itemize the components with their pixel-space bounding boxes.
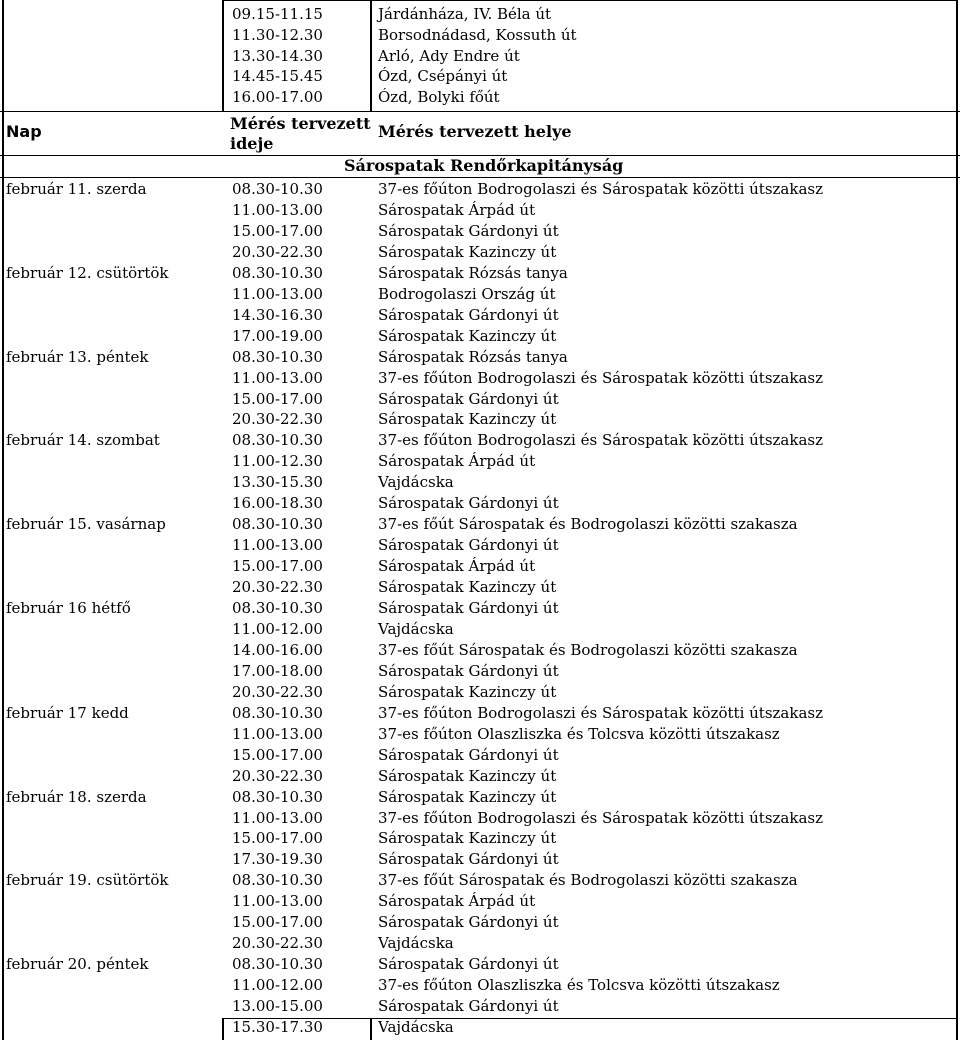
- table-row: [0, 870, 960, 891]
- day-cell: február 13. péntek: [6, 347, 149, 366]
- place-cell: Vajdácska: [378, 619, 454, 638]
- place-cell: Sárospatak Árpád út: [378, 892, 536, 911]
- time-cell: 08.30-10.30: [232, 787, 323, 806]
- day-cell: február 17 kedd: [6, 703, 129, 722]
- time-cell: 15.00-17.00: [232, 389, 323, 408]
- time-cell: 13.30-14.30: [232, 46, 323, 65]
- time-cell: 15.00-17.00: [232, 913, 323, 932]
- place-cell: Vajdácska: [378, 934, 454, 953]
- place-cell: Sárospatak Gárdonyi út: [378, 305, 559, 324]
- table-row: [0, 703, 960, 724]
- place-cell: Sárospatak Gárdonyi út: [378, 913, 559, 932]
- time-cell: 11.00-12.00: [232, 619, 323, 638]
- time-cell: 13.30-15.30: [232, 473, 323, 492]
- time-cell: 20.30-22.30: [232, 242, 323, 261]
- table-row: [0, 4, 960, 25]
- place-cell: 37-es főúton Bodrogolaszi és Sárospatak közötti útszakasz: [378, 431, 823, 450]
- section-title: Sárospatak Rendőrkapitányság: [344, 156, 624, 175]
- time-cell: 11.00-13.00: [232, 368, 323, 387]
- day-cell: február 20. péntek: [6, 955, 149, 974]
- day-cell: február 11. szerda: [6, 180, 147, 198]
- table-row: [0, 766, 960, 787]
- table-row: [0, 87, 960, 108]
- table-row: [0, 535, 960, 556]
- place-cell: Sárospatak Gárdonyi út: [378, 745, 559, 764]
- time-cell: 14.30-16.30: [232, 305, 323, 324]
- time-cell: 14.00-16.00: [232, 640, 323, 659]
- place-cell: Arló, Ady Endre út: [378, 46, 520, 65]
- table-row: [0, 828, 960, 849]
- table-row: [0, 514, 960, 535]
- time-cell: 15.00-17.00: [232, 829, 323, 848]
- time-cell: 20.30-22.30: [232, 410, 323, 429]
- table-row: [0, 724, 960, 745]
- time-cell: 08.30-10.30: [232, 263, 323, 282]
- day-cell: február 16 hétfő: [6, 599, 131, 617]
- table-row: [0, 933, 960, 954]
- table-row: [0, 46, 960, 67]
- table-row: [0, 389, 960, 410]
- table-row: [0, 179, 960, 200]
- place-cell: Sárospatak Kazinczy út: [378, 242, 557, 261]
- place-cell: Sárospatak Rózsás tanya: [378, 347, 568, 366]
- time-cell: 14.45-15.45: [232, 67, 323, 86]
- day-cell: február 18. szerda: [6, 787, 147, 806]
- table-row: [0, 640, 960, 661]
- place-cell: 37-es főúton Olaszliszka és Tolcsva közötti útszakasz: [378, 976, 780, 995]
- time-cell: 08.30-10.30: [232, 955, 323, 974]
- table-row: [0, 493, 960, 514]
- table-row: [0, 242, 960, 263]
- place-cell: Ózd, Bolyki főút: [378, 88, 500, 107]
- table-row: [0, 430, 960, 451]
- time-cell: 08.30-10.30: [232, 347, 323, 366]
- place-cell: 37-es főúton Bodrogolaszi és Sárospatak közötti útszakasz: [378, 808, 823, 827]
- table-row: [0, 368, 960, 389]
- time-cell: 08.30-10.30: [232, 431, 323, 450]
- time-cell: 09.15-11.15: [232, 5, 323, 23]
- table-row: [0, 347, 960, 368]
- time-cell: 20.30-22.30: [232, 934, 323, 953]
- time-cell: 15.00-17.00: [232, 745, 323, 764]
- table-row: [0, 975, 960, 996]
- table-row: [0, 745, 960, 766]
- time-cell: 08.30-10.30: [232, 703, 323, 722]
- day-cell: február 14. szombat: [6, 431, 160, 450]
- place-cell: 37-es főúton Olaszliszka és Tolcsva közötti útszakasz: [378, 724, 780, 743]
- place-cell: Sárospatak Kazinczy út: [378, 578, 557, 597]
- time-cell: 11.00-13.00: [232, 284, 323, 303]
- time-cell: 11.00-13.00: [232, 200, 323, 219]
- place-cell: Borsodnádasd, Kossuth út: [378, 25, 577, 44]
- table-row: [0, 849, 960, 870]
- time-cell: 08.30-10.30: [232, 871, 323, 890]
- table-row: [0, 326, 960, 347]
- time-cell: 17.00-18.00: [232, 661, 323, 680]
- place-cell: Sárospatak Gárdonyi út: [378, 997, 559, 1016]
- time-cell: 08.30-10.30: [232, 599, 323, 617]
- day-cell: február 15. vasárnap: [6, 515, 166, 534]
- table-row: [0, 808, 960, 829]
- table-row: [0, 409, 960, 430]
- time-cell: 11.00-12.00: [232, 976, 323, 995]
- table-row: [0, 451, 960, 472]
- table-row: [0, 577, 960, 598]
- time-cell: 15.00-17.00: [232, 221, 323, 240]
- header-day: Nap: [6, 122, 42, 141]
- time-cell: 15.30-17.30: [232, 1018, 323, 1036]
- section-bottom-border: [0, 177, 960, 178]
- time-cell: 11.00-13.00: [232, 808, 323, 827]
- time-cell: 11.30-12.30: [232, 25, 323, 44]
- place-cell: Sárospatak Kazinczy út: [378, 787, 557, 806]
- place-cell: Sárospatak Gárdonyi út: [378, 221, 559, 240]
- place-cell: 37-es főúton Bodrogolaszi és Sárospatak közötti útszakasz: [378, 368, 823, 387]
- place-cell: 37-es főút Sárospatak és Bodrogolaszi közötti szakasza: [378, 515, 798, 534]
- table-row: [0, 912, 960, 933]
- place-cell: 37-es főúton Bodrogolaszi és Sárospatak közötti útszakasz: [378, 703, 823, 722]
- place-cell: Sárospatak Gárdonyi út: [378, 494, 559, 513]
- table-row: [0, 25, 960, 46]
- time-cell: 08.30-10.30: [232, 180, 323, 198]
- place-cell: Vajdácska: [378, 473, 454, 492]
- time-cell: 08.30-10.30: [232, 515, 323, 534]
- time-cell: 20.30-22.30: [232, 578, 323, 597]
- time-cell: 13.00-15.00: [232, 997, 323, 1016]
- time-cell: 20.30-22.30: [232, 682, 323, 701]
- table-row: [0, 221, 960, 242]
- place-cell: 37-es főút Sárospatak és Bodrogolaszi közötti szakasza: [378, 640, 798, 659]
- header-time-line2: ideje: [230, 134, 274, 153]
- table-row: [0, 284, 960, 305]
- table-row: [0, 787, 960, 808]
- place-cell: Sárospatak Árpád út: [378, 452, 536, 471]
- place-cell: Sárospatak Gárdonyi út: [378, 599, 559, 617]
- place-cell: Sárospatak Kazinczy út: [378, 829, 557, 848]
- place-cell: Ózd, Csépányi út: [378, 67, 508, 86]
- place-cell: Sárospatak Gárdonyi út: [378, 389, 559, 408]
- table-row: [0, 472, 960, 493]
- table-row: [0, 66, 960, 87]
- place-cell: Sárospatak Gárdonyi út: [378, 955, 559, 974]
- table-row: [0, 619, 960, 640]
- place-cell: Sárospatak Gárdonyi út: [378, 661, 559, 680]
- time-cell: 11.00-12.30: [232, 452, 323, 471]
- place-cell: 37-es főúton Bodrogolaszi és Sárospatak közötti útszakasz: [378, 180, 823, 198]
- top-block-bottom-border: [0, 111, 960, 112]
- place-cell: Sárospatak Kazinczy út: [378, 766, 557, 785]
- header-time-line1: Mérés tervezett: [230, 114, 371, 133]
- table-row: [0, 682, 960, 703]
- table-row: [0, 200, 960, 221]
- time-cell: 16.00-18.30: [232, 494, 323, 513]
- place-cell: Sárospatak Kazinczy út: [378, 326, 557, 345]
- table-row: [0, 598, 960, 619]
- place-cell: Sárospatak Gárdonyi út: [378, 850, 559, 869]
- table-row: [0, 996, 960, 1017]
- place-cell: Vajdácska: [378, 1018, 454, 1036]
- table-row: [0, 305, 960, 326]
- table-row: [0, 556, 960, 577]
- place-cell: Bodrogolaszi Ország út: [378, 284, 556, 303]
- table-row: [0, 891, 960, 912]
- time-cell: 11.00-13.00: [232, 724, 323, 743]
- place-cell: Sárospatak Kazinczy út: [378, 410, 557, 429]
- time-cell: 11.00-13.00: [232, 536, 323, 555]
- place-cell: Sárospatak Kazinczy út: [378, 682, 557, 701]
- table-row: [0, 954, 960, 975]
- time-cell: 11.00-13.00: [232, 892, 323, 911]
- day-cell: február 12. csütörtök: [6, 263, 169, 282]
- day-cell: február 19. csütörtök: [6, 871, 169, 890]
- place-cell: Sárospatak Árpád út: [378, 557, 536, 576]
- time-cell: 17.30-19.30: [232, 850, 323, 869]
- place-cell: Sárospatak Árpád út: [378, 200, 536, 219]
- place-cell: Sárospatak Gárdonyi út: [378, 536, 559, 555]
- time-cell: 16.00-17.00: [232, 88, 323, 107]
- place-cell: Sárospatak Rózsás tanya: [378, 263, 568, 282]
- header-place: Mérés tervezett helye: [378, 122, 572, 141]
- table-row: [0, 661, 960, 682]
- top-border: [222, 0, 958, 1]
- time-cell: 20.30-22.30: [232, 766, 323, 785]
- time-cell: 15.00-17.00: [232, 557, 323, 576]
- table-row: [0, 1017, 960, 1038]
- table-row: [0, 263, 960, 284]
- time-cell: 17.00-19.00: [232, 326, 323, 345]
- place-cell: 37-es főút Sárospatak és Bodrogolaszi közötti szakasza: [378, 871, 798, 890]
- place-cell: Járdánháza, IV. Béla út: [378, 5, 552, 23]
